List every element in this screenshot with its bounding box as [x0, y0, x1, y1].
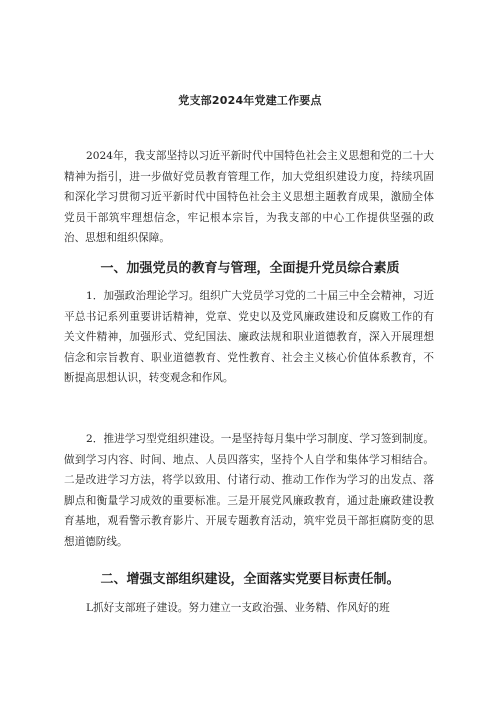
document-title: 党支部2024年党建工作要点 [178, 94, 322, 107]
section-1-heading: 一、加强党员的教育与管理，全面提升党员综合素质 [100, 261, 400, 276]
section-1-item-2: 2．推进学习型党组织建设。一是坚持每月集中学习制度、学习签到制度。做到学习内容、时间、地点、人员四落实，坚持个人自学和集体学习相结合。二是改进学习方法，将学以致用、付诸行动、推动工作作为学习的出发点、落脚点和衡量学习成效的重要标准。三是开展党风廉政教育，通过赴廉政建设教育基地，观看警示教育影片、开展专题教育活动，筑牢党员干部拒腐防变的思想道德防线。 [64, 433, 434, 548]
section-2-item-1: L抓好支部班子建设。努力建立一支政治强、业务精、作风好的班 [86, 602, 390, 614]
intro-paragraph: 2024年，我支部坚持以习近平新时代中国特色社会主义思想和党的二十大精神为指引，进一步做好党员教育管理工作，加大党组织建设力度，持续巩固和深化学习贯彻习近平新时代中国特色社会主义思想主题教育成果，激励全体党员干部筑牢理想信念，牢记根本宗旨，为我支部的中心工作提供坚强的政治、思想和组织保障。 [64, 150, 434, 244]
section-2-heading: 二、增强支部组织建设，全面落实党要目标责任制。 [100, 572, 400, 587]
section-1-item-1: 1．加强政治理论学习。组织广大党员学习党的二十届三中全会精神，习近平总书记系列重要讲话精神，党章、党史以及党风廉政建设和反腐败工作的有关文件精神，加强形式、党纪国法、廉政法规和职业道德教育，深入开展理想信念和宗旨教育、职业道德教育、党性教育、社会主义核心价值体系教育，不断提高思想认识，转变观念和作风。 [64, 290, 434, 384]
